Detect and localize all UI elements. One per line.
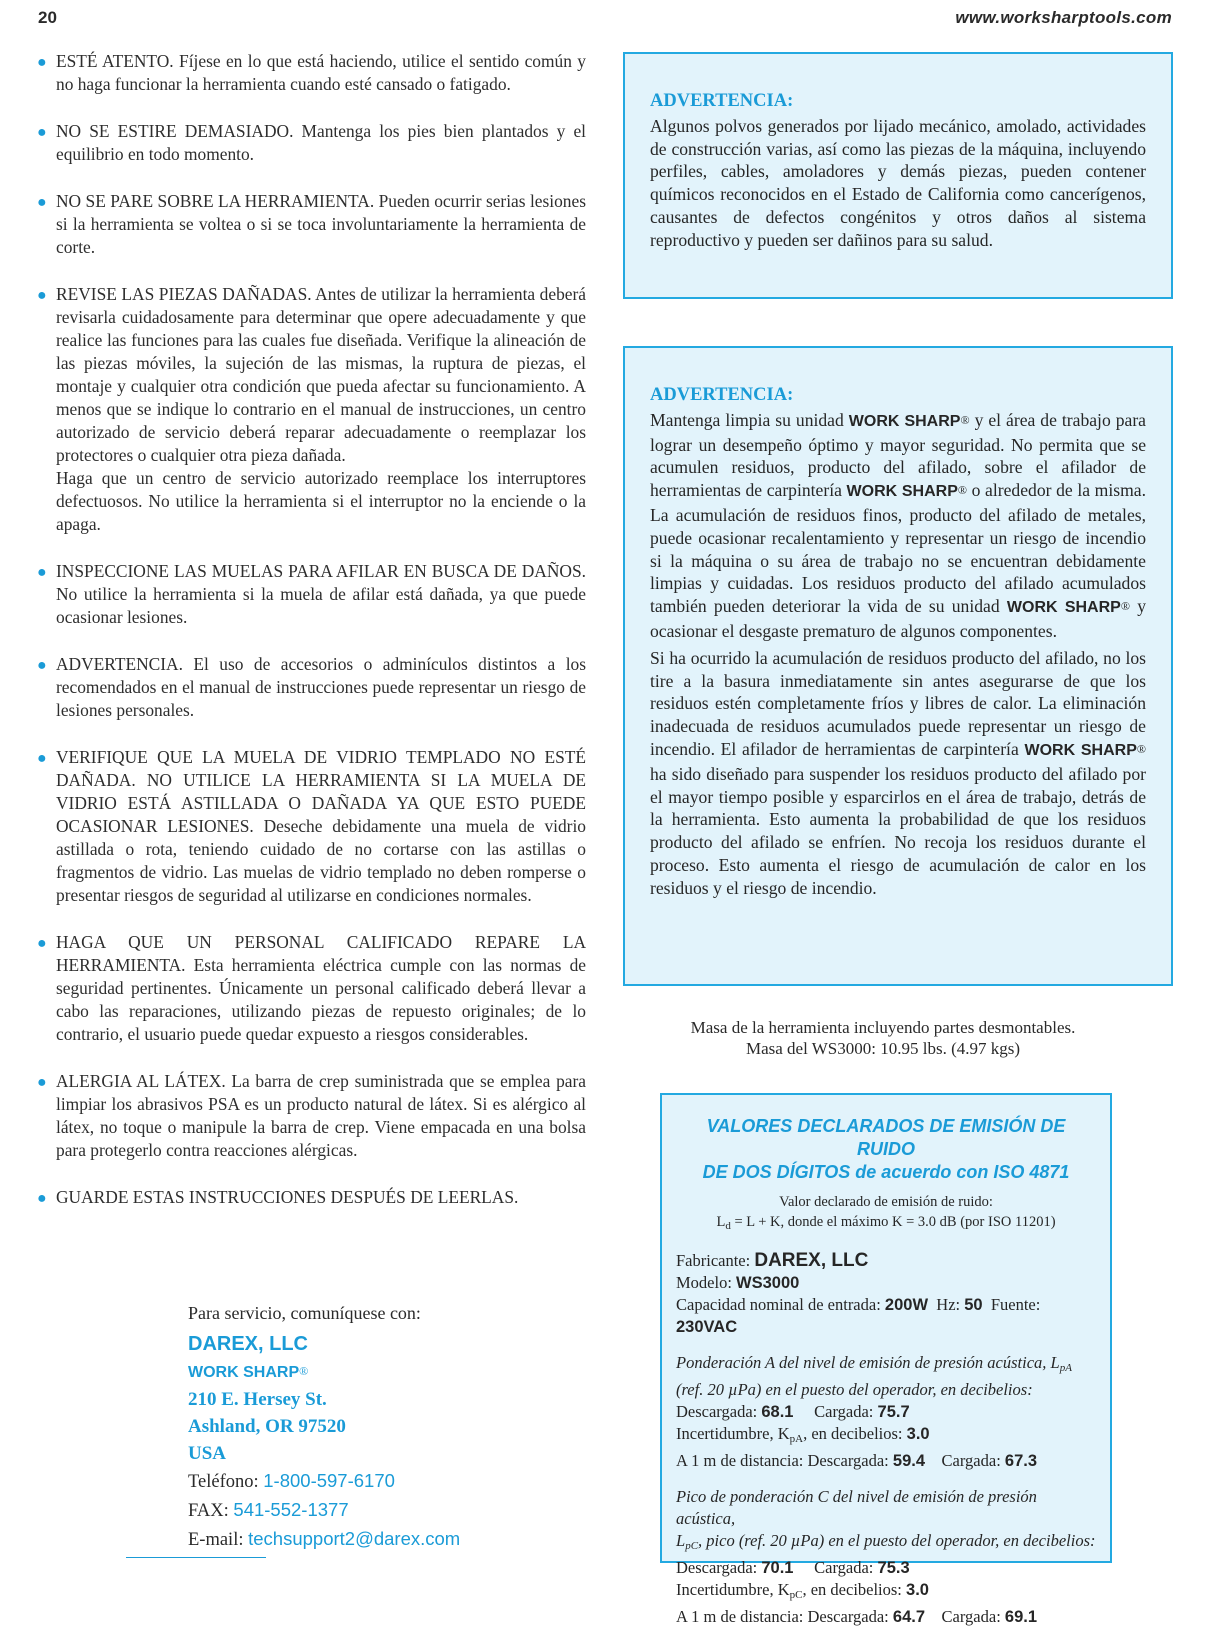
c-weight-heading: Pico de ponderación C del nivel de emisión de presión acústica, — [676, 1487, 1037, 1528]
fax-number: 541-552-1377 — [233, 1499, 349, 1520]
bullet-icon: ● — [37, 194, 47, 211]
bullet-icon: ● — [37, 564, 47, 581]
noise-emission-box: VALORES DECLARADOS DE EMISIÓN DE RUIDO DE DOS DÍGITOS de acuerdo con ISO 4871 Valor declarado de emisión de ruido: $L_d = L + K$, donde el máximo K = 3.0 dB (por ISO 11201) Fabricante: DAREX, LLC Modelo: WS3000 Capacidad nominal de entrada: 200W Hz: 50 Fuente: 230VAC Ponderación A del nivel de emisión de presión acústica, $L_{pA}$ (ref. 20 µPa) en el puesto del operador, en decibelios: Descargada: 68.1 Cargada: 75.7 Incertidumbre, $K_{pA}$, en decibelios: 3.0 A 1 m de distancia: Descargada: 59.4 Cargada: 67.3 Pico de ponderación C del nivel de emisión de presión acústica, $L_{pC}$, pico (ref. 20 µPa) en el puesto del operador, en decibelios: Descargada: 70.1 Cargada: 75.3 Incertidumbre, $K_{pC}$, en decibelios: 3.0 A 1 m de distancia: Descargada: 64.7 Cargada: 69.1 — [660, 1093, 1112, 1563]
manufacturer-row: Fabricante: DAREX, LLC — [676, 1250, 869, 1271]
list-item: ● ESTÉ ATENTO. Fíjese en lo que está haciendo, utilice el sentido común y no haga funcionar la herramienta cuando esté cansado o fatigado. — [37, 51, 586, 94]
switch-note: Haga que un centro de servicio autorizado reemplace los interruptores defectuosos. No utilice la herramienta si el interruptor no la enciende o la apaga. — [56, 468, 586, 534]
bullet-icon: ● — [37, 750, 47, 767]
warning-box-residue — [623, 346, 1173, 986]
page-number: 20 — [38, 8, 57, 27]
c-uncertainty-row: Incertidumbre, $K_{pC}$, en decibelios: 3.0 — [676, 1580, 929, 1601]
model-row: Modelo: WS3000 — [676, 1273, 800, 1292]
bullet-icon: ● — [37, 124, 47, 141]
list-item: ● NO SE PARE SOBRE LA HERRAMIENTA. Pueden ocurrir serias lesiones si la herramienta se voltea o si se toca involuntariamente la herramienta de corte. — [37, 191, 586, 257]
city-address: Ashland, OR 97520 — [188, 1416, 346, 1437]
warning-text: Algunos polvos generados por lijado mecánico, amolado, actividades de construcción varias, así como las piezas de la máquina, incluyendo perfiles, cables, amoladores y demás piezas, pueden contener químicos reconocidos en el Estado de California como cancerígenos, causantes de defectos congénitos y otros daños al sistema reproductivo y pueden ser dañinos para su salud. — [650, 115, 1146, 250]
list-item: ● ADVERTENCIA. El uso de accesorios o adminículos distintos a los recomendados en el manual de instrucciones puede representar un riesgo de lesiones personales. — [37, 654, 586, 720]
a-distance-row: A 1 m de distancia: Descargada: 59.4 Cargada: 67.3 — [676, 1451, 1038, 1470]
list-item: ● VERIFIQUE QUE LA MUELA DE VIDRIO TEMPLADO NO ESTÉ DAÑADA. NO UTILICE LA HERRAMIENTA SI LA MUELA DE VIDRIO ESTÁ ASTILLADA O DAÑADA YA QUE ESTO PUEDE OCASIONAR LESIONES. Deseche debidamente una muela de vidrio astillada o rota, teniendo cuidado de no cortarse con las astillas o fragmentos de vidrio. Las muelas de vidrio templado no deben romperse o presentar riesgos de seguridad al utilizarse en condiciones normales. — [37, 747, 586, 905]
c-values-row: Descargada: 70.1 Cargada: 75.3 — [676, 1558, 910, 1577]
warning-paragraph-2: Si ha ocurrido la acumulación de residuos producto del afilado, no los tire a la basura inmediatamente sin antes asegurarse de que los residuos estén completamente fríos y libres de calor. La eliminación inadecuada de residuos acumulados puede representar un riesgo de incendio. El afilador de herramientas de carpintería WORK SHARP® ha sido diseñado para suspender los residuos producto del afilado por el mayor tiempo posible y esparcirlos en el área de trabajo, detrás de la herramienta. Esto aumenta la probabilidad de que los residuos producto del afilado se enfríen. No recoja los residuos durante el proceso. Esto aumenta el riesgo de acumulación de calor en los residuos y el riesgo de incendio. — [650, 647, 1146, 898]
company-name: DAREX, LLC — [188, 1333, 308, 1355]
bullet-icon: ● — [37, 935, 47, 952]
email-link[interactable]: techsupport2@darex.com — [248, 1528, 461, 1549]
list-item: ● INSPECCIONE LAS MUELAS PARA AFILAR EN BUSCA DE DAÑOS. No utilice la herramienta si la muela de afilar está dañada, ya que puede ocasionar lesiones. — [37, 561, 586, 627]
warning-paragraph-1: Mantenga limpia su unidad WORK SHARP® y el área de trabajo para lograr un desempeño óptimo y mayor seguridad. No permita que se acumulen residuos, producto del afilado, sobre el afilador de herramientas de carpintería WORK SHARP® o alrededor de la misma. La acumulación de residuos finos, producto del afilado de metales, puede ocasionar recalentamiento y representar un riesgo de incendio si la máquina o su área de trabajo no se encuentran debidamente limpias y cuidadas. Los residuos producto del afilado acumulados también pueden deteriorar la vida de su unidad WORK SHARP® y ocasionar el desgaste prematuro de algunos componentes. — [650, 409, 1147, 641]
list-item: ● REVISE LAS PIEZAS DAÑADAS. Antes de utilizar la herramienta deberá revisarla cuidadosamente para determinar que opere adecuadamente y que realice las funciones para las cuales fue diseñada. Verifique la alineación de las piezas móviles, la sujeción de las mismas, la ruptura de piezas, el montaje y cualquier otra condición que pueda afectar su funcionamiento. A menos que se indique lo contrario en el manual de instrucciones, un centro autorizado de servicio deberá reparar adecuadamente o reemplazar los protectores o cualquier otra pieza dañada. Haga que un centro de servicio autorizado reemplace los interruptores defectuosos. No utilice la herramienta si el interruptor no la enciende o la apaga. — [37, 284, 586, 534]
a-values-row: Descargada: 68.1 Cargada: 75.7 — [676, 1402, 910, 1421]
noise-formula: Valor declarado de emisión de ruido: $L_d = L + K$, donde el máximo K = 3.0 dB (por ISO 11201) — [716, 1194, 1056, 1232]
brand-name: WORK SHARP — [188, 1364, 300, 1381]
site-url[interactable]: www.worksharptools.com — [955, 8, 1172, 27]
warning-title: ADVERTENCIA: — [650, 385, 794, 405]
bullet-icon: ● — [37, 1074, 47, 1091]
noise-title: VALORES DECLARADOS DE EMISIÓN DE RUIDO DE DOS DÍGITOS de acuerdo con ISO 4871 — [702, 1116, 1070, 1182]
list-item: ● HAGA QUE UN PERSONAL CALIFICADO REPARE LA HERRAMIENTA. Esta herramienta eléctrica cumple con las normas de seguridad pertinentes. Únicamente un personal calificado deberá llevar a cabo las reparaciones, utilizando piezas de repuesto originales; de lo contrario, el usuario puede quedar expuesto a riesgos considerables. — [37, 932, 586, 1044]
list-item: ● ALERGIA AL LÁTEX. La barra de crep suministrada que se emplea para limpiar los abrasivos PSA es un producto natural de látex. Si es alérgico al látex, no toque o manipule la barra de crep. Viene empacada en una bolsa para protegerlo contra reacciones alérgicas. — [37, 1071, 586, 1160]
phone-link[interactable]: 1-800-597-6170 — [263, 1470, 395, 1491]
list-item: ● GUARDE ESTAS INSTRUCCIONES DESPUÉS DE LEERLAS. — [34, 1186, 586, 1209]
country: USA — [188, 1443, 227, 1464]
bullet-icon: ● — [37, 287, 47, 304]
bullet-icon: ● — [37, 1190, 47, 1207]
a-uncertainty-row: Incertidumbre, $K_{pA}$, en decibelios: 3.0 — [676, 1424, 930, 1445]
service-contact: Para servicio, comuníquese con: DAREX, LLC WORK SHARP® 210 E. Hersey St. Ashland, OR 97520 USA Teléfono: 1-800-597-6170 FAX: 541-552-1377 E-mail: techsupport2@darex.com — [188, 1300, 528, 1554]
bullet-icon: ● — [37, 54, 47, 71]
tool-mass: Masa de la herramienta incluyendo partes desmontables. Masa del WS3000: 10.95 lbs. (4.97 kgs) — [690, 1018, 1076, 1058]
contact-intro: Para servicio, comuníquese con: — [188, 1303, 421, 1323]
a-weight-heading: Ponderación A del nivel de emisión de presión acústica, $L_{pA}$ — [676, 1353, 1072, 1374]
warning-box-california — [623, 52, 1173, 299]
street-address: 210 E. Hersey St. — [188, 1389, 327, 1410]
bullet-icon: ● — [37, 657, 47, 674]
list-item: ● NO SE ESTIRE DEMASIADO. Mantenga los pies bien plantados y el equilibrio en todo momento. — [37, 121, 586, 164]
capacity-row: Capacidad nominal de entrada: 200W Hz: 50 Fuente: 230VAC — [676, 1295, 1041, 1336]
c-distance-row: A 1 m de distancia: Descargada: 64.7 Cargada: 69.1 — [676, 1607, 1038, 1626]
footer-divider — [126, 1557, 266, 1558]
warning-title: ADVERTENCIA: — [650, 91, 794, 111]
safety-list — [34, 50, 586, 1209]
